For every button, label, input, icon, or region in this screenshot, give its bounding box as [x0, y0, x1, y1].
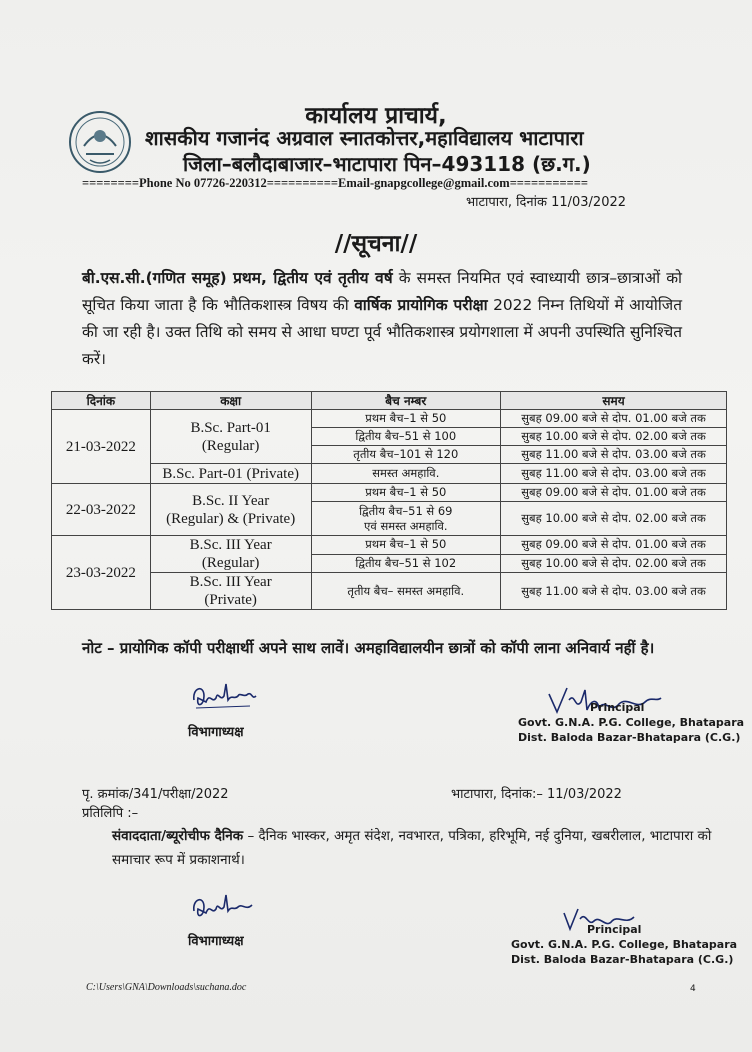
principal-title: Principal — [587, 923, 642, 936]
batch-cell: प्रथम बैच–1 से 50 — [311, 536, 501, 555]
header-time: समय — [501, 392, 727, 410]
para-text-1: के समस्त नियमित एवं स्वाध्यायी छात्र–छात्राओं को सूचित किया जाता है कि भौतिकशास्त्र विषय की — [82, 269, 682, 314]
class-name: B.Sc. II Year — [192, 492, 270, 509]
note-text: नोट – प्रायोगिक कॉपी परीक्षार्थी अपने साथ लावें। अमहाविद्यालयीन छात्रों को कॉपी लाना अनिवार्य नहीं है। — [82, 639, 655, 657]
class-type: (Regular) — [201, 555, 260, 571]
time-cell: सुबह 10.00 बजे से दोप. 02.00 बजे तक — [501, 554, 727, 573]
class-cell — [150, 573, 311, 610]
class-name: B.Sc. III Year — [189, 574, 272, 590]
issue-date: भाटापारा, दिनांक 11/03/2022 — [466, 195, 627, 210]
principal-college: Govt. G.N.A. P.G. College, Bhatapara — [518, 716, 745, 729]
time-cell: सुबह 09.00 बजे से दोप. 01.00 बजे तक — [501, 484, 727, 502]
notice-title: //सूचना// — [334, 231, 418, 257]
time-cell: सुबह 11.00 बजे से दोप. 03.00 बजे तक — [501, 446, 727, 464]
batch-line: एवं समस्त अमहावि. — [364, 518, 448, 533]
table-row — [52, 484, 727, 502]
header-date: दिनांक — [52, 392, 151, 410]
email-address: Email-gnapgcollege@gmail.com — [338, 176, 510, 190]
copy-label: प्रतिलिपि :– — [82, 806, 139, 821]
class-name: B.Sc. III Year — [189, 537, 272, 553]
batch-cell: द्वितीय बैच–51 से 102 — [311, 554, 501, 573]
college-name: शासकीय गजानंद अग्रवाल स्नातकोत्तर,महाविद्यालय भाटापारा — [145, 126, 584, 150]
para-bold-2: वार्षिक प्रायोगिक परीक्षा — [354, 296, 488, 314]
file-path: C:\Users\GNA\Downloads\suchana.doc — [86, 982, 247, 993]
page-number: 4 — [690, 984, 696, 994]
notice-paragraph — [82, 265, 682, 373]
exam-schedule-table — [51, 391, 727, 610]
hod-signature — [190, 680, 260, 714]
date-cell: 21-03-2022 — [52, 410, 151, 484]
para-text-2: 2022 निम्न तिथियों में आयोजित की जा रही है। उक्त तिथि को समय से आधा घण्टा पूर्व भौतिकशास्त्र प्रयोगशाला में अपनी उपस्थिति सुनिश्चित करें। — [82, 296, 683, 368]
class-type: (Regular) & (Private) — [166, 510, 296, 527]
header-class: कक्षा — [150, 392, 311, 410]
date-cell: 22-03-2022 — [52, 484, 151, 536]
time-cell: सुबह 10.00 बजे से दोप. 02.00 बजे तक — [501, 428, 727, 446]
header-batch: बैच नम्बर — [311, 392, 501, 410]
class-cell: B.Sc. Part-01 (Private) — [150, 464, 311, 484]
batch-cell: प्रथम बैच–1 से 50 — [311, 484, 501, 502]
table-row — [52, 573, 727, 610]
principal-district: Dist. Baloda Bazar-Bhatapara (C.G.) — [511, 953, 734, 966]
principal-stamp — [518, 700, 744, 745]
hod-signature — [190, 893, 260, 923]
time-cell: सुबह 11.00 बजे से दोप. 03.00 बजे तक — [501, 464, 727, 484]
batch-line: द्वितीय बैच–51 से 69 — [359, 503, 453, 518]
batch-cell: तृतीय बैच– समस्त अमहावि. — [311, 573, 501, 610]
batch-cell: समस्त अमहावि. — [311, 464, 501, 484]
media-recipients — [112, 824, 722, 872]
principal-district: Dist. Baloda Bazar-Bhatapara (C.G.) — [518, 731, 741, 744]
class-type: (Private) — [204, 592, 257, 608]
time-cell: सुबह 09.00 बजे से दोप. 01.00 बजे तक — [501, 536, 727, 555]
hod-title: विभागाध्यक्ष — [188, 725, 244, 740]
table-header-row — [52, 392, 727, 410]
class-cell — [150, 536, 311, 573]
batch-cell: द्वितीय बैच–51 से 100 — [311, 428, 501, 446]
phone-number: Phone No 07726-220312 — [138, 176, 267, 190]
office-heading: कार्यालय प्राचार्य, — [305, 103, 447, 129]
time-cell: सुबह 11.00 बजे से दोप. 03.00 बजे तक — [501, 573, 727, 610]
para-bold-1: बी.एस.सी.(गणित समूह) प्रथम, द्वितीय एवं तृतीय वर्ष — [82, 269, 393, 287]
table-row — [52, 410, 727, 428]
principal-college: Govt. G.N.A. P.G. College, Bhatapara — [511, 938, 738, 951]
class-name: B.Sc. Part-01 — [190, 419, 271, 436]
reference-number: पृ. क्रमांक/341/परीक्षा/2022 — [82, 787, 229, 802]
hod-title: विभागाध्यक्ष — [188, 934, 244, 949]
batch-cell — [311, 502, 501, 536]
reference-date: भाटापारा, दिनांक:– 11/03/2022 — [451, 787, 622, 802]
table-row — [52, 536, 727, 555]
media-text: – दैनिक भास्कर, अमृत संदेश, नवभारत, पत्रिका, हरिभूमि, नई दुनिया, खबरीलाल, भाटापारा को समाचार रूप में प्रकाशनार्थ। — [112, 828, 712, 868]
batch-cell: तृतीय बैच–101 से 120 — [311, 446, 501, 464]
contact-line: ========Phone No 07726-220312==========Email-gnapgcollege@gmail.com=========== — [82, 176, 589, 190]
batch-cell: प्रथम बैच–1 से 50 — [311, 410, 501, 428]
class-cell — [150, 410, 311, 464]
district-line: जिला–बलौदाबाजार–भाटापारा पिन–493118 (छ.ग.) — [183, 152, 591, 176]
class-cell — [150, 484, 311, 536]
principal-stamp — [511, 922, 737, 967]
class-type: (Regular) — [201, 437, 260, 454]
time-cell: सुबह 09.00 बजे से दोप. 01.00 बजे तक — [501, 410, 727, 428]
media-bold: संवाददाता/ब्यूरोचीफ दैनिक — [112, 828, 244, 844]
principal-title: Principal — [590, 701, 645, 714]
time-cell: सुबह 10.00 बजे से दोप. 02.00 बजे तक — [501, 502, 727, 536]
date-cell: 23-03-2022 — [52, 536, 151, 610]
table-row — [52, 464, 727, 484]
